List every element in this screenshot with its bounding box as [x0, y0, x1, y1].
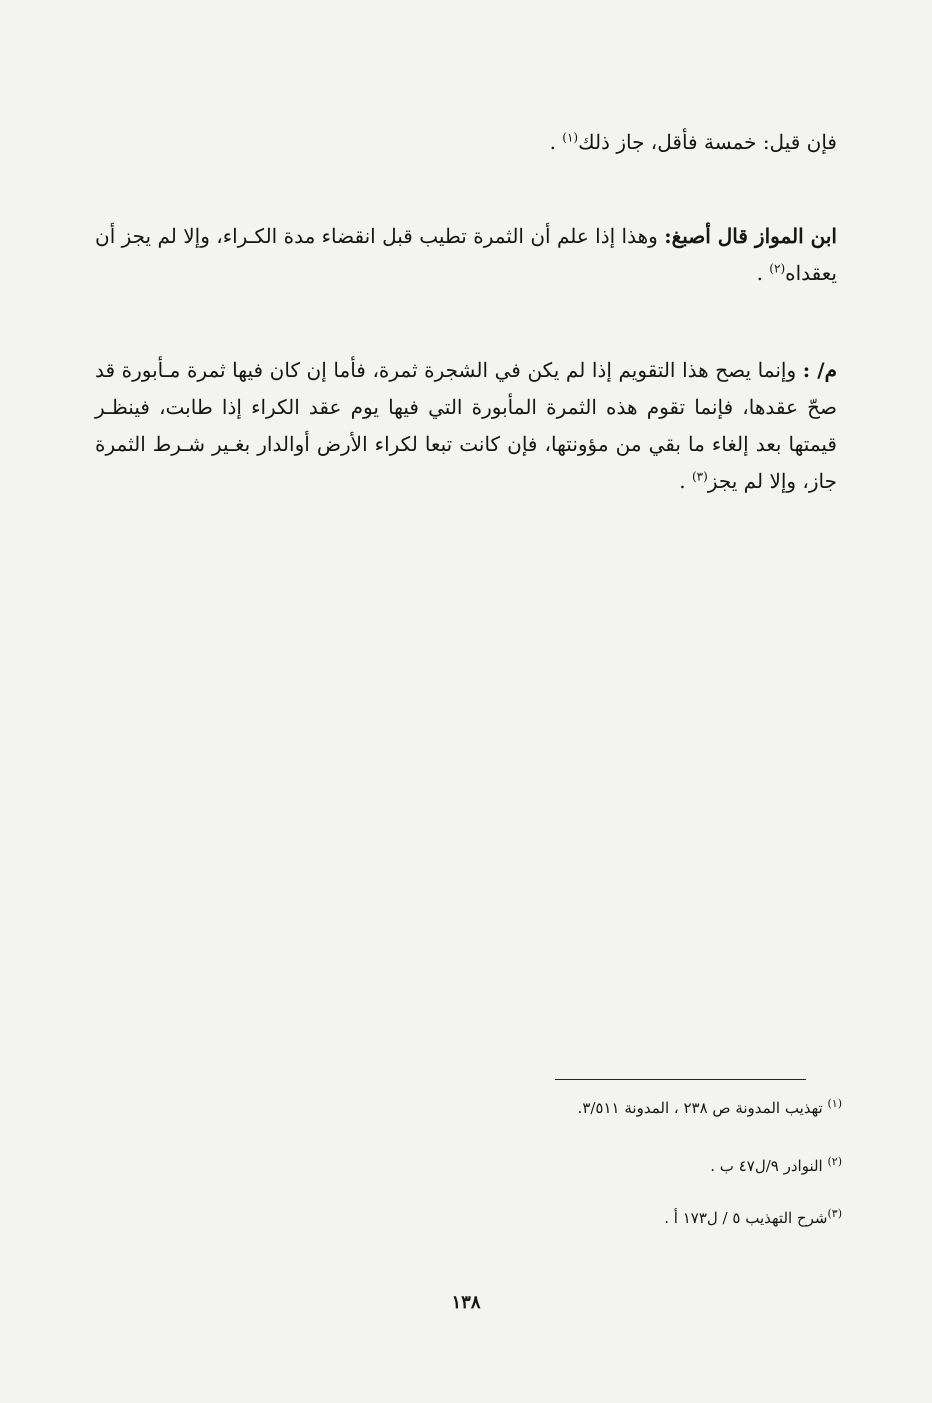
footnote-divider: [555, 1079, 806, 1080]
footnote-3: [664, 1208, 842, 1228]
paragraph-1-end: .: [549, 130, 563, 154]
paragraph-2-end: .: [756, 261, 770, 285]
paragraph-3-text: وإنما يصح هذا التقويم إذا لم يكن في الشجرة ثمرة، فأما إن كان فيها ثمرة مـأبورة قد صحّ عقدها، فإنما تقوم هذه الثمرة المأبورة التي فيها يوم عقد الكراء إذا طابت، فينظـر قيمتها بعد إلغاء ما بقي من مؤونتها، فإن كانت تبعا لكراء الأرض أوالدار بغـير شـرط الثمرة جاز، وإلا لم يجز: [95, 358, 837, 493]
footnote-3-number: (٣): [827, 1207, 842, 1220]
footnote-1-text: تهذيب المدونة ص ٢٣٨ ، المدونة ٣/٥١١.: [577, 1099, 828, 1117]
footnote-ref-1: (١): [562, 130, 579, 145]
footnote-2-number: (٢): [827, 1155, 842, 1168]
paragraph-2-lead: ابن المواز قال أصبغ:: [664, 224, 837, 248]
paragraph-2: [95, 218, 837, 292]
footnote-1-number: (١): [827, 1097, 842, 1110]
paragraph-3-end: .: [679, 469, 692, 493]
footnote-3-text: شرح التهذيب ٥ / ل١٧٣ أ .: [664, 1209, 828, 1227]
paragraph-1: [95, 124, 837, 161]
paragraph-3: [95, 352, 837, 500]
paragraph-1-text: فإن قيل: خمسة فأقل، جاز ذلك: [578, 130, 837, 154]
footnote-ref-3: (٣): [691, 469, 708, 484]
footnote-2-text: النوادر ٩/ل٤٧ ب .: [710, 1157, 828, 1175]
footnote-2: [710, 1156, 842, 1176]
paragraph-2-text: وهذا إذا علم أن الثمرة تطيب قبل انقضاء مدة الكـراء، وإلا لم يجز أن يعقداه: [95, 224, 837, 285]
footnote-1: [578, 1098, 842, 1118]
paragraph-3-lead: م/ :: [802, 358, 837, 382]
page-number: ١٣٨: [451, 1292, 481, 1313]
footnote-ref-2: (٢): [769, 261, 786, 276]
